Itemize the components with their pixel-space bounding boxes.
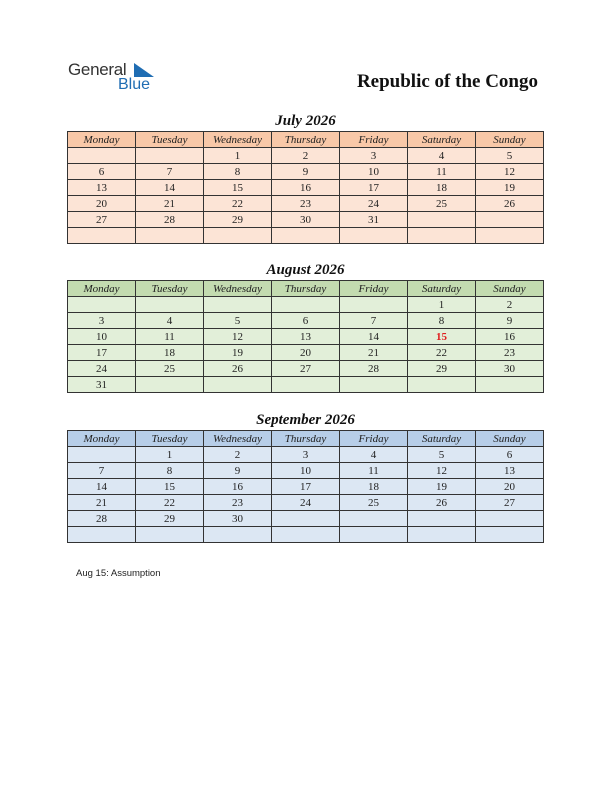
day-cell bbox=[204, 228, 272, 244]
day-cell: 27 bbox=[68, 212, 136, 228]
day-cell: 15 bbox=[136, 479, 204, 495]
day-cell bbox=[340, 511, 408, 527]
weekday-header: Monday bbox=[68, 132, 136, 148]
month-september bbox=[67, 410, 544, 543]
day-cell: 22 bbox=[204, 196, 272, 212]
day-cell bbox=[136, 527, 204, 543]
weekday-header: Thursday bbox=[272, 132, 340, 148]
day-cell bbox=[272, 527, 340, 543]
day-cell bbox=[408, 377, 476, 393]
brand-logo bbox=[68, 60, 168, 96]
day-cell: 7 bbox=[68, 463, 136, 479]
day-cell: 7 bbox=[136, 164, 204, 180]
day-cell bbox=[476, 527, 544, 543]
week-row bbox=[68, 297, 544, 313]
weekday-header: Friday bbox=[340, 132, 408, 148]
holiday-notes: Aug 15: Assumption bbox=[76, 568, 161, 579]
day-cell bbox=[68, 148, 136, 164]
country-title: Republic of the Congo bbox=[356, 71, 538, 92]
weekday-header: Thursday bbox=[272, 431, 340, 447]
day-cell: 23 bbox=[272, 196, 340, 212]
brand-name-general: General bbox=[68, 60, 127, 79]
weekday-header: Saturday bbox=[408, 132, 476, 148]
day-cell: 9 bbox=[204, 463, 272, 479]
day-cell: 8 bbox=[136, 463, 204, 479]
day-cell: 27 bbox=[476, 495, 544, 511]
day-cell bbox=[340, 527, 408, 543]
week-row bbox=[68, 180, 544, 196]
day-cell bbox=[68, 447, 136, 463]
day-cell: 17 bbox=[68, 345, 136, 361]
day-cell: 30 bbox=[204, 511, 272, 527]
day-cell: 3 bbox=[340, 148, 408, 164]
week-row bbox=[68, 164, 544, 180]
week-row bbox=[68, 447, 544, 463]
calendar-table bbox=[67, 131, 544, 244]
day-cell bbox=[204, 377, 272, 393]
week-row bbox=[68, 495, 544, 511]
brand-name-blue: Blue bbox=[118, 76, 151, 93]
day-cell: 11 bbox=[408, 164, 476, 180]
day-cell: 21 bbox=[68, 495, 136, 511]
day-cell: 5 bbox=[408, 447, 476, 463]
day-cell: 2 bbox=[272, 148, 340, 164]
day-cell: 12 bbox=[476, 164, 544, 180]
day-cell bbox=[136, 377, 204, 393]
day-cell: 12 bbox=[408, 463, 476, 479]
day-cell: 28 bbox=[340, 361, 408, 377]
week-row bbox=[68, 377, 544, 393]
day-cell: 30 bbox=[272, 212, 340, 228]
weekday-header: Sunday bbox=[476, 132, 544, 148]
weekday-header-row bbox=[68, 431, 544, 447]
day-cell: 23 bbox=[204, 495, 272, 511]
day-cell bbox=[408, 527, 476, 543]
day-cell: 20 bbox=[476, 479, 544, 495]
day-cell: 16 bbox=[476, 329, 544, 345]
day-cell: 3 bbox=[68, 313, 136, 329]
day-cell: 13 bbox=[272, 329, 340, 345]
weekday-header: Tuesday bbox=[136, 281, 204, 297]
day-cell: 20 bbox=[68, 196, 136, 212]
day-cell: 13 bbox=[68, 180, 136, 196]
day-cell: 10 bbox=[272, 463, 340, 479]
day-cell: 5 bbox=[476, 148, 544, 164]
weekday-header: Saturday bbox=[408, 281, 476, 297]
day-cell: 30 bbox=[476, 361, 544, 377]
calendar-table bbox=[67, 430, 544, 543]
day-cell: 22 bbox=[136, 495, 204, 511]
day-cell bbox=[68, 527, 136, 543]
day-cell: 9 bbox=[272, 164, 340, 180]
day-cell: 28 bbox=[136, 212, 204, 228]
day-cell: 24 bbox=[68, 361, 136, 377]
weekday-header-row bbox=[68, 281, 544, 297]
day-cell bbox=[476, 228, 544, 244]
day-cell: 10 bbox=[68, 329, 136, 345]
week-row bbox=[68, 148, 544, 164]
week-row bbox=[68, 313, 544, 329]
day-cell bbox=[408, 511, 476, 527]
week-row bbox=[68, 329, 544, 345]
day-cell bbox=[476, 377, 544, 393]
day-cell: 2 bbox=[204, 447, 272, 463]
week-row bbox=[68, 527, 544, 543]
day-cell: 2 bbox=[476, 297, 544, 313]
day-cell: 26 bbox=[204, 361, 272, 377]
day-cell: 25 bbox=[136, 361, 204, 377]
day-cell: 24 bbox=[272, 495, 340, 511]
month-august bbox=[67, 260, 544, 393]
day-cell: 29 bbox=[408, 361, 476, 377]
day-cell bbox=[272, 297, 340, 313]
day-cell: 19 bbox=[408, 479, 476, 495]
weekday-header: Sunday bbox=[476, 431, 544, 447]
day-cell bbox=[136, 228, 204, 244]
day-cell: 29 bbox=[204, 212, 272, 228]
day-cell: 17 bbox=[272, 479, 340, 495]
day-cell bbox=[68, 297, 136, 313]
month-july bbox=[67, 111, 544, 244]
holiday-day-cell: 15 bbox=[408, 329, 476, 345]
day-cell: 4 bbox=[136, 313, 204, 329]
weekday-header: Wednesday bbox=[204, 431, 272, 447]
day-cell: 6 bbox=[272, 313, 340, 329]
day-cell: 31 bbox=[340, 212, 408, 228]
day-cell bbox=[476, 511, 544, 527]
day-cell: 23 bbox=[476, 345, 544, 361]
day-cell: 12 bbox=[204, 329, 272, 345]
weekday-header: Tuesday bbox=[136, 132, 204, 148]
day-cell bbox=[408, 212, 476, 228]
week-row bbox=[68, 479, 544, 495]
calendar-table bbox=[67, 280, 544, 393]
month-title: September 2026 bbox=[256, 412, 355, 428]
day-cell: 10 bbox=[340, 164, 408, 180]
day-cell bbox=[340, 377, 408, 393]
weekday-header: Thursday bbox=[272, 281, 340, 297]
day-cell: 26 bbox=[408, 495, 476, 511]
day-cell: 11 bbox=[136, 329, 204, 345]
day-cell bbox=[272, 377, 340, 393]
day-cell: 1 bbox=[204, 148, 272, 164]
day-cell: 14 bbox=[68, 479, 136, 495]
day-cell bbox=[272, 511, 340, 527]
day-cell: 18 bbox=[408, 180, 476, 196]
day-cell: 1 bbox=[408, 297, 476, 313]
day-cell: 16 bbox=[272, 180, 340, 196]
day-cell: 29 bbox=[136, 511, 204, 527]
day-cell: 27 bbox=[272, 361, 340, 377]
weekday-header: Wednesday bbox=[204, 132, 272, 148]
day-cell: 9 bbox=[476, 313, 544, 329]
week-row bbox=[68, 361, 544, 377]
weekday-header: Sunday bbox=[476, 281, 544, 297]
day-cell: 24 bbox=[340, 196, 408, 212]
day-cell bbox=[408, 228, 476, 244]
week-row bbox=[68, 212, 544, 228]
day-cell: 21 bbox=[136, 196, 204, 212]
day-cell: 14 bbox=[136, 180, 204, 196]
day-cell: 26 bbox=[476, 196, 544, 212]
weekday-header-row bbox=[68, 132, 544, 148]
day-cell bbox=[340, 228, 408, 244]
day-cell: 4 bbox=[408, 148, 476, 164]
day-cell: 20 bbox=[272, 345, 340, 361]
day-cell: 16 bbox=[204, 479, 272, 495]
weekday-header: Friday bbox=[340, 431, 408, 447]
day-cell: 18 bbox=[136, 345, 204, 361]
week-row bbox=[68, 511, 544, 527]
day-cell: 25 bbox=[340, 495, 408, 511]
weekday-header: Saturday bbox=[408, 431, 476, 447]
day-cell: 4 bbox=[340, 447, 408, 463]
day-cell: 6 bbox=[476, 447, 544, 463]
day-cell: 28 bbox=[68, 511, 136, 527]
day-cell bbox=[204, 527, 272, 543]
day-cell bbox=[204, 297, 272, 313]
day-cell bbox=[340, 297, 408, 313]
week-row bbox=[68, 345, 544, 361]
weekday-header: Monday bbox=[68, 431, 136, 447]
day-cell bbox=[68, 228, 136, 244]
day-cell bbox=[136, 297, 204, 313]
day-cell: 31 bbox=[68, 377, 136, 393]
day-cell: 8 bbox=[204, 164, 272, 180]
day-cell: 21 bbox=[340, 345, 408, 361]
weekday-header: Tuesday bbox=[136, 431, 204, 447]
day-cell: 14 bbox=[340, 329, 408, 345]
week-row bbox=[68, 463, 544, 479]
day-cell: 15 bbox=[204, 180, 272, 196]
week-row bbox=[68, 228, 544, 244]
day-cell: 22 bbox=[408, 345, 476, 361]
day-cell: 6 bbox=[68, 164, 136, 180]
day-cell: 13 bbox=[476, 463, 544, 479]
day-cell bbox=[476, 212, 544, 228]
day-cell: 1 bbox=[136, 447, 204, 463]
day-cell bbox=[136, 148, 204, 164]
day-cell: 17 bbox=[340, 180, 408, 196]
month-title: August 2026 bbox=[266, 262, 345, 278]
weekday-header: Wednesday bbox=[204, 281, 272, 297]
weekday-header: Friday bbox=[340, 281, 408, 297]
day-cell: 19 bbox=[204, 345, 272, 361]
day-cell: 8 bbox=[408, 313, 476, 329]
day-cell: 5 bbox=[204, 313, 272, 329]
day-cell bbox=[272, 228, 340, 244]
day-cell: 19 bbox=[476, 180, 544, 196]
day-cell: 3 bbox=[272, 447, 340, 463]
day-cell: 7 bbox=[340, 313, 408, 329]
month-title: July 2026 bbox=[275, 113, 336, 129]
week-row bbox=[68, 196, 544, 212]
day-cell: 25 bbox=[408, 196, 476, 212]
weekday-header: Monday bbox=[68, 281, 136, 297]
day-cell: 11 bbox=[340, 463, 408, 479]
day-cell: 18 bbox=[340, 479, 408, 495]
